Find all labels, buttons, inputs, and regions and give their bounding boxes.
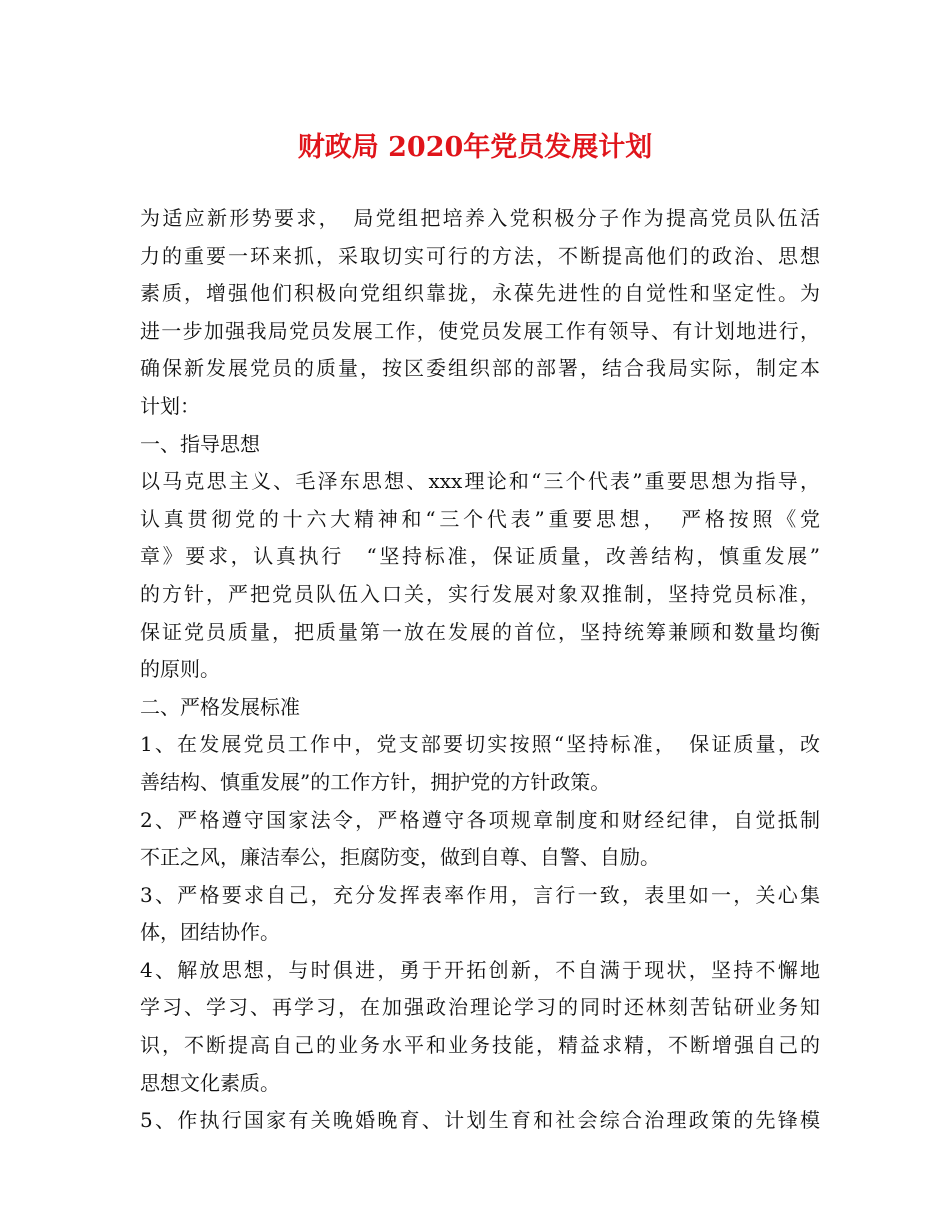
text-line: 善结构、慎重发展”的工作方针，拥护党的方针政策。 — [140, 769, 611, 794]
text-line: 体，团结协作。 — [140, 920, 280, 945]
text-line: 章》要求，认真执行 “坚持标准，保证质量，改善结构，慎重发展” — [140, 544, 820, 569]
text-line: 素质，增强他们积极向党组织靠拢，永葆先进性的自觉性和坚定性。为 — [140, 281, 820, 306]
text-line: 5、作执行国家有关晚婚晚育、计划生育和社会综合治理政策的先锋模 — [140, 1108, 820, 1133]
text-line: 以马克思主义、毛泽东思想、xxx理论和“三个代表”重要思想为指导， — [140, 469, 820, 494]
document-title: 财政局 2020年党员发展计划 — [297, 132, 653, 163]
text-line: 2、严格遵守国家法令，严格遵守各项规章制度和财经纪律，自觉抵制 — [140, 807, 820, 832]
text-line: 计划： — [140, 393, 200, 418]
text-line: 保证党员质量，把质量第一放在发展的首位，坚持统筹兼顾和数量均衡 — [140, 619, 820, 644]
text-line: 确保新发展党员的质量，按区委组织部的部署，结合我局实际，制定本 — [140, 356, 820, 381]
text-line: 认真贯彻党的十六大精神和“三个代表”重要思想， 严格按照《党 — [140, 506, 820, 531]
text-line: 不正之风，廉洁奉公，拒腐防变，做到自尊、自警、自励。 — [140, 845, 660, 870]
text-line: 一、指导思想 — [140, 431, 260, 456]
text-line: 的方针，严把党员队伍入口关，实行发展对象双推制，坚持党员标准， — [140, 581, 820, 606]
text-line: 1、在发展党员工作中，党支部要切实按照“坚持标准， 保证质量，改 — [140, 732, 820, 757]
text-line: 学习、学习、再学习，在加强政治理论学习的同时还林刻苦钻研业务知 — [140, 995, 820, 1020]
text-line: 思想文化素质。 — [140, 1070, 280, 1095]
text-line: 二、严格发展标准 — [140, 694, 300, 719]
text-line: 进一步加强我局党员发展工作，使党员发展工作有领导、有计划地进行， — [140, 318, 820, 343]
text-line: 力的重要一环来抓，采取切实可行的方法，不断提高他们的政治、思想 — [140, 243, 820, 268]
text-line: 3、严格要求自己，充分发挥表率作用，言行一致，表里如一，关心集 — [140, 882, 820, 907]
text-line: 识，不断提高自己的业务水平和业务技能，精益求精，不断增强自己的 — [140, 1033, 820, 1058]
text-line: 的原则。 — [140, 657, 220, 682]
document-body — [140, 200, 820, 1140]
text-line: 为适应新形势要求， 局党组把培养入党积极分子作为提高党员队伍活 — [140, 206, 820, 230]
text-line: 4、解放思想，与时俱进，勇于开拓创新，不自满于现状，坚持不懈地 — [140, 957, 820, 982]
